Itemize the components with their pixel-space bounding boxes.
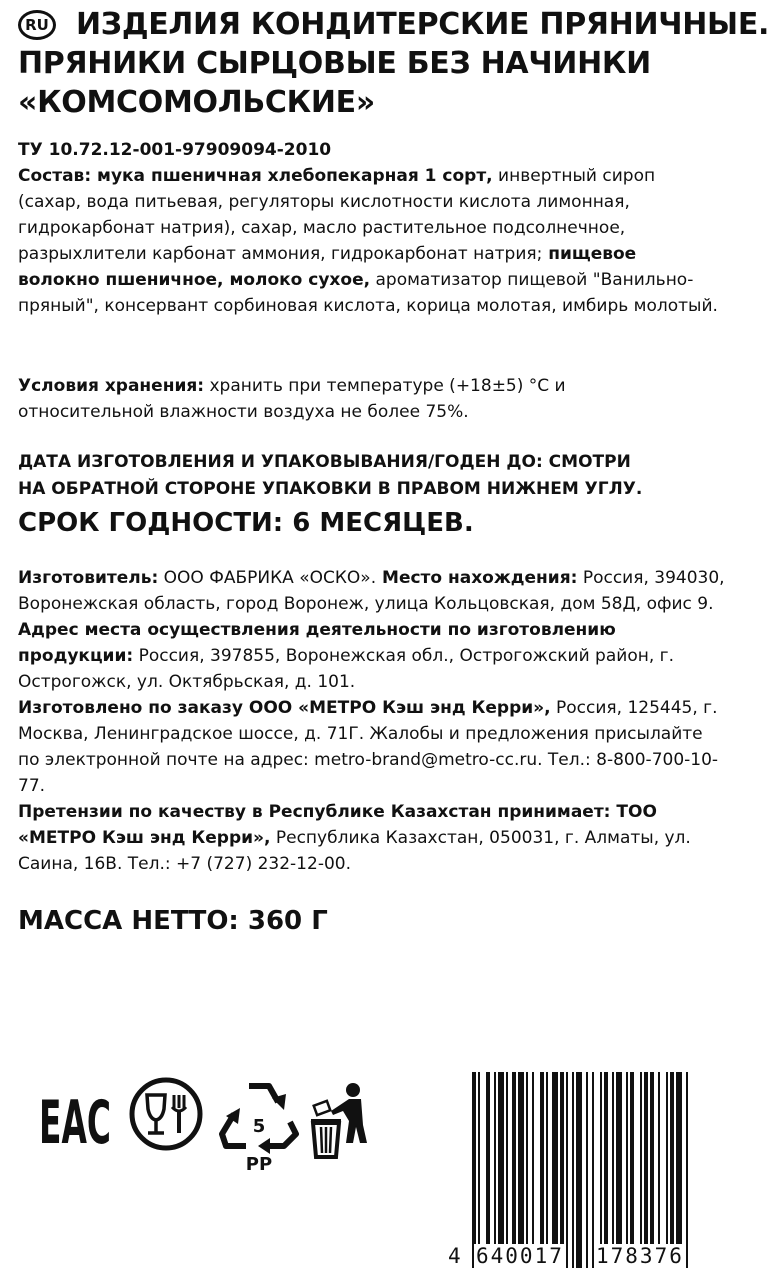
- barcode-bar: [566, 1072, 568, 1268]
- barcode-bar: [506, 1072, 508, 1268]
- recycle-material: PP: [245, 1154, 273, 1175]
- barcode-group-1: 640017: [476, 1244, 564, 1268]
- barcode-bar: [670, 1072, 674, 1268]
- barcode-bar: [478, 1072, 480, 1268]
- barcode-group-2: 178376: [596, 1244, 684, 1268]
- barcode-bar: [526, 1072, 528, 1268]
- barcode-bar: [686, 1072, 688, 1268]
- location-label: Место нахождения:: [376, 568, 578, 588]
- barcode-bar: [586, 1072, 588, 1268]
- date-notice-line-1: ДАТА ИЗГОТОВЛЕНИЯ И УПАКОВЫВАНИЯ/ГОДЕН ДО: СМОТРИ: [18, 452, 631, 472]
- barcode-bar: [494, 1072, 496, 1268]
- barcode-bar: [640, 1072, 642, 1268]
- eac-mark-icon: [38, 1079, 112, 1158]
- manufacturer-block: [18, 565, 728, 877]
- barcode-bar: [644, 1072, 648, 1268]
- barcode-bar: [604, 1072, 608, 1268]
- barcode-icon: [466, 1072, 720, 1272]
- barcode-bar: [666, 1072, 668, 1268]
- barcode-bar: [600, 1072, 602, 1268]
- food-contact-icon: [127, 1075, 205, 1153]
- barcode-bar: [472, 1072, 476, 1268]
- barcode-bar: [616, 1072, 622, 1268]
- barcode-bar: [498, 1072, 504, 1268]
- order-label: Изготовлено по заказу ООО «МЕТРО Кэш энд Керри»,: [18, 698, 551, 718]
- barcode-first-digit: 4: [448, 1244, 461, 1268]
- language-badge: RU: [18, 10, 56, 40]
- tu-number: ТУ 10.72.12-001-97909094-2010: [18, 140, 332, 160]
- net-mass: МАССА НЕТТО: 360 Г: [18, 906, 328, 936]
- barcode-bar: [612, 1072, 614, 1268]
- barcode-bar: [630, 1072, 634, 1268]
- composition-block: [18, 137, 718, 319]
- barcode-bar: [518, 1072, 524, 1268]
- activity-label: Адрес места осуществления деятельности по изготовлению продукции:: [18, 620, 616, 666]
- composition-bold-1: мука пшеничная хлебопекарная 1 сорт,: [91, 166, 493, 186]
- activity-text: Россия, 397855, Воронежская обл., Острогожский район, г. Острогожск, ул. Октябрьская, д. 101.: [18, 646, 674, 692]
- shelf-life: СРОК ГОДНОСТИ: 6 МЕСЯЦЕВ.: [18, 508, 474, 538]
- storage-label: Условия хранения:: [18, 376, 205, 396]
- composition-text-1: инвертный сироп (сахар, вода питьевая, регуляторы кислотности кислота лимонная, гидрокарбонат натрия), сахар, масло растительное подсолнечное, разрыхлители карбонат аммония, гидрокарбонат натрия;: [18, 166, 656, 264]
- barcode-bar: [560, 1072, 564, 1268]
- barcode-bar: [676, 1072, 682, 1268]
- recycle-icon: [216, 1076, 302, 1174]
- manufacturer-name: ООО ФАБРИКА «ОСКО».: [158, 568, 377, 588]
- barcode-bar: [486, 1072, 490, 1268]
- composition-text-2: ароматизатор пищевой "Ванильно-пряный", консервант сорбиновая кислота, корица молотая, имбирь молотый.: [18, 270, 718, 316]
- composition-label: Состав:: [18, 166, 92, 186]
- manufacturer-label: Изготовитель:: [18, 568, 159, 588]
- barcode-bar: [592, 1072, 594, 1268]
- recycle-number: 5: [252, 1116, 266, 1137]
- barcode-bar: [546, 1072, 548, 1268]
- barcode-bar: [512, 1072, 516, 1268]
- barcode-bar: [650, 1072, 654, 1268]
- composition-bold-2: пищевое волокно пшеничное, молоко сухое,: [18, 244, 637, 290]
- title-line-1: ИЗДЕЛИЯ КОНДИТЕРСКИЕ ПРЯНИЧНЫЕ.: [76, 7, 769, 42]
- title-line-3: «КОМСОМОЛЬСКИЕ»: [18, 85, 375, 120]
- claims-text: Республика Казахстан, 050031, г. Алматы, ул. Саина, 16В. Тел.: +7 (727) 232-12-00.: [18, 828, 691, 874]
- barcode-bar: [576, 1072, 582, 1268]
- eac-mark-text: ЕАС: [39, 1088, 111, 1158]
- barcode-bar: [572, 1072, 574, 1268]
- barcode-bar: [626, 1072, 628, 1268]
- storage-block: [18, 373, 618, 425]
- title-line-2: ПРЯНИКИ СЫРЦОВЫЕ БЕЗ НАЧИНКИ: [18, 46, 651, 81]
- claims-label: Претензии по качеству в Республике Казахстан принимает: ТОО «МЕТРО Кэш энд Керри»,: [18, 802, 657, 848]
- location-text: Россия, 394030, Воронежская область, город Воронеж, улица Кольцовская, дом 58Д, офис 9.: [18, 568, 725, 614]
- barcode-bar: [532, 1072, 534, 1268]
- tidyman-icon: [309, 1081, 375, 1161]
- barcode-bar: [540, 1072, 544, 1268]
- barcode-bar: [552, 1072, 558, 1268]
- barcode-bar: [658, 1072, 660, 1268]
- storage-text: хранить при температуре (+18±5) °С и относительной влажности воздуха не более 75%.: [18, 376, 566, 422]
- date-notice-line-2: НА ОБРАТНОЙ СТОРОНЕ УПАКОВКИ В ПРАВОМ НИЖНЕМ УГЛУ.: [18, 479, 643, 499]
- order-text: Россия, 125445, г. Москва, Ленинградское шоссе, д. 71Г. Жалобы и предложения присылайте по электронной почте на адрес: metro-brand@metro-cc.ru. Тел.: 8-800-700-10-77.: [18, 698, 719, 796]
